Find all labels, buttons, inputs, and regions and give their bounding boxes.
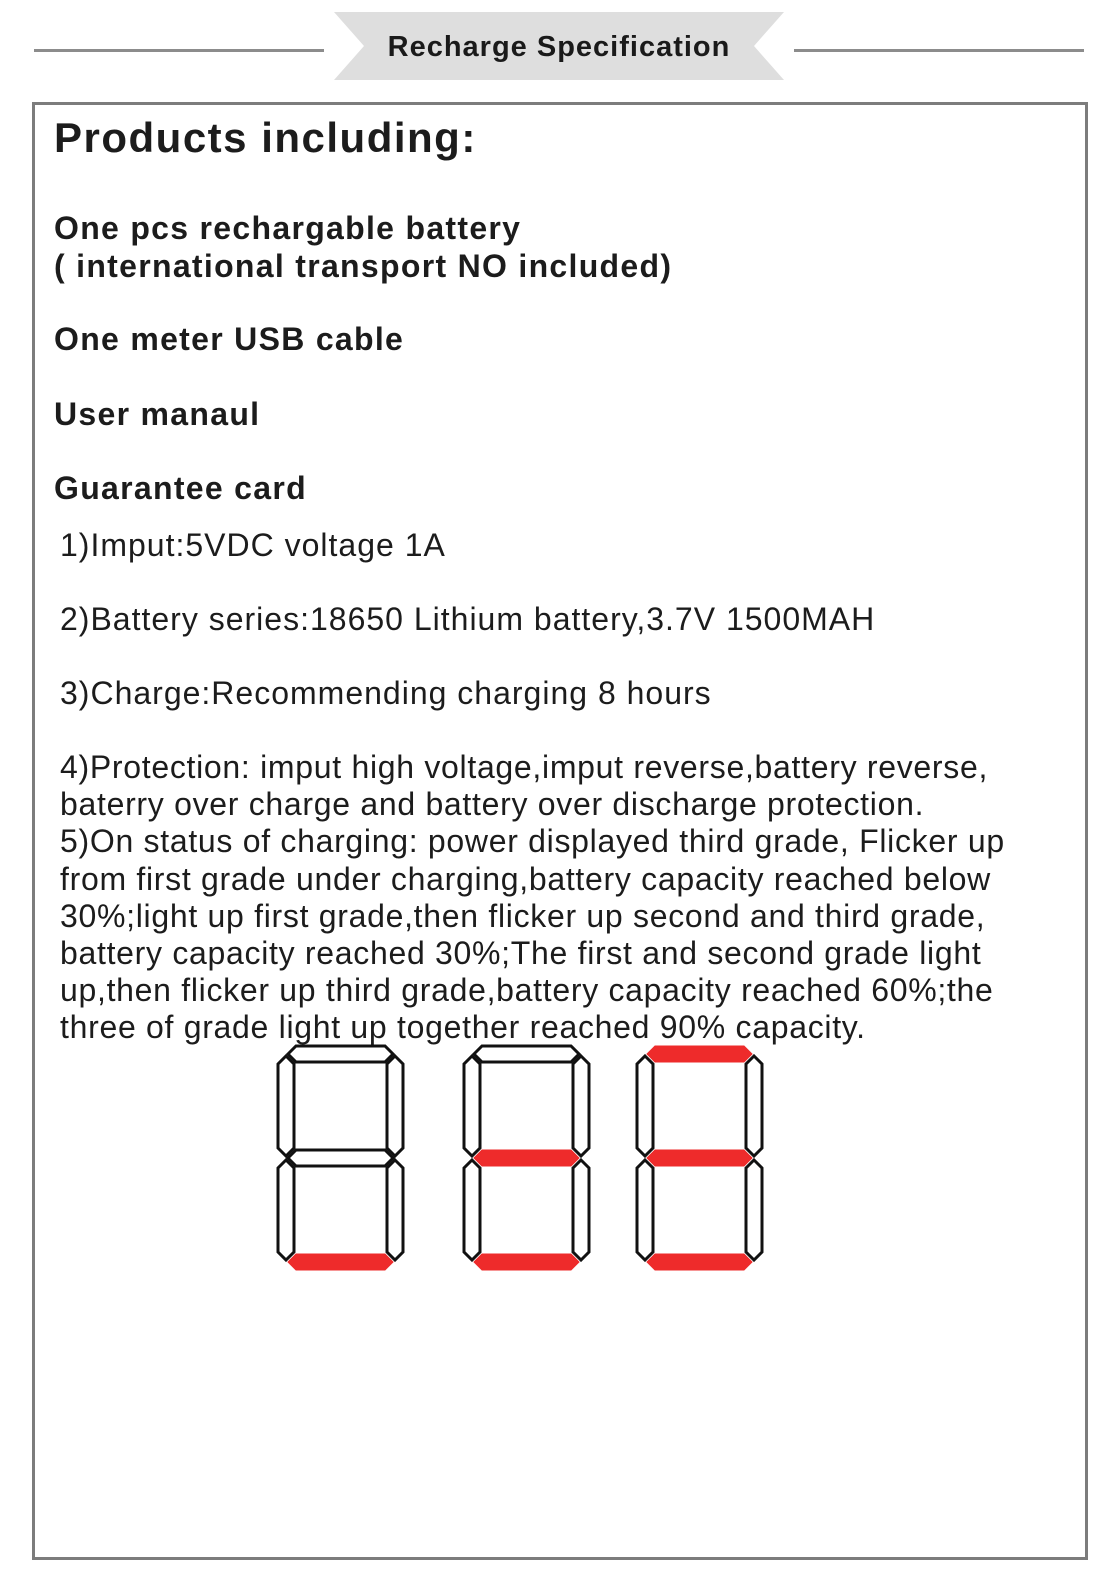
segment-g-lit <box>647 1150 752 1166</box>
text-line: baterry over charge and battery over discharge protection. <box>60 786 925 823</box>
segment-d-lit <box>474 1254 579 1270</box>
spec-input: 1)Imput:5VDC voltage 1A <box>60 527 446 563</box>
segment-b-unlit <box>746 1056 762 1156</box>
product-item-battery-note: ( international transport NO included) <box>54 248 673 284</box>
product-item-battery: One pcs rechargable battery <box>54 210 522 246</box>
spec-charge: 3)Charge:Recommending charging 8 hours <box>60 675 712 711</box>
segment-e-unlit <box>278 1160 294 1260</box>
segment-e-unlit <box>464 1160 480 1260</box>
text-line: 4)Protection: imput high voltage,imput reverse,battery reverse, <box>60 749 989 785</box>
text-line: up,then flicker up third grade,battery capacity reached 60%;the <box>60 972 994 1009</box>
segment-f-unlit <box>278 1056 294 1156</box>
segment-d-lit <box>288 1254 393 1270</box>
segment-f-unlit <box>464 1056 480 1156</box>
text-line: battery capacity reached 30%;The first and second grade light <box>60 934 982 971</box>
text-line: 5)On status of charging: power displayed third grade, Flicker up <box>60 823 1005 860</box>
spec-battery-series: 2)Battery series:18650 Lithium battery,3.7V 1500MAH <box>60 601 876 637</box>
segment-b-unlit <box>573 1056 589 1156</box>
segment-a-lit <box>647 1046 752 1062</box>
text-line: 30%;light up first grade,then flicker up second and third grade, <box>60 897 986 934</box>
text-line: three of grade light up together reached 90% capacity. <box>60 1009 866 1046</box>
segment-c-unlit <box>573 1160 589 1260</box>
segment-d-lit <box>647 1254 752 1270</box>
product-item-guarantee-card: Guarantee card <box>54 470 307 506</box>
segment-c-unlit <box>746 1160 762 1260</box>
segment-c-unlit <box>387 1160 403 1260</box>
indicator-digit-1 <box>278 1046 403 1270</box>
segment-g-unlit <box>288 1150 393 1166</box>
product-item-user-manual: User manaul <box>54 396 261 432</box>
segment-b-unlit <box>387 1056 403 1156</box>
segment-f-unlit <box>637 1056 653 1156</box>
indicator-digit-3 <box>637 1046 762 1270</box>
segment-a-unlit <box>288 1046 393 1062</box>
text-line: from first grade under charging,battery capacity reached below <box>60 860 991 897</box>
page-title: Recharge Specification <box>387 31 731 63</box>
segment-a-unlit <box>474 1046 579 1062</box>
segment-g-lit <box>474 1150 579 1166</box>
segment-e-unlit <box>637 1160 653 1260</box>
product-item-usb-cable: One meter USB cable <box>54 321 405 357</box>
products-heading: Products including: <box>54 114 477 161</box>
indicator-digit-2 <box>464 1046 589 1270</box>
